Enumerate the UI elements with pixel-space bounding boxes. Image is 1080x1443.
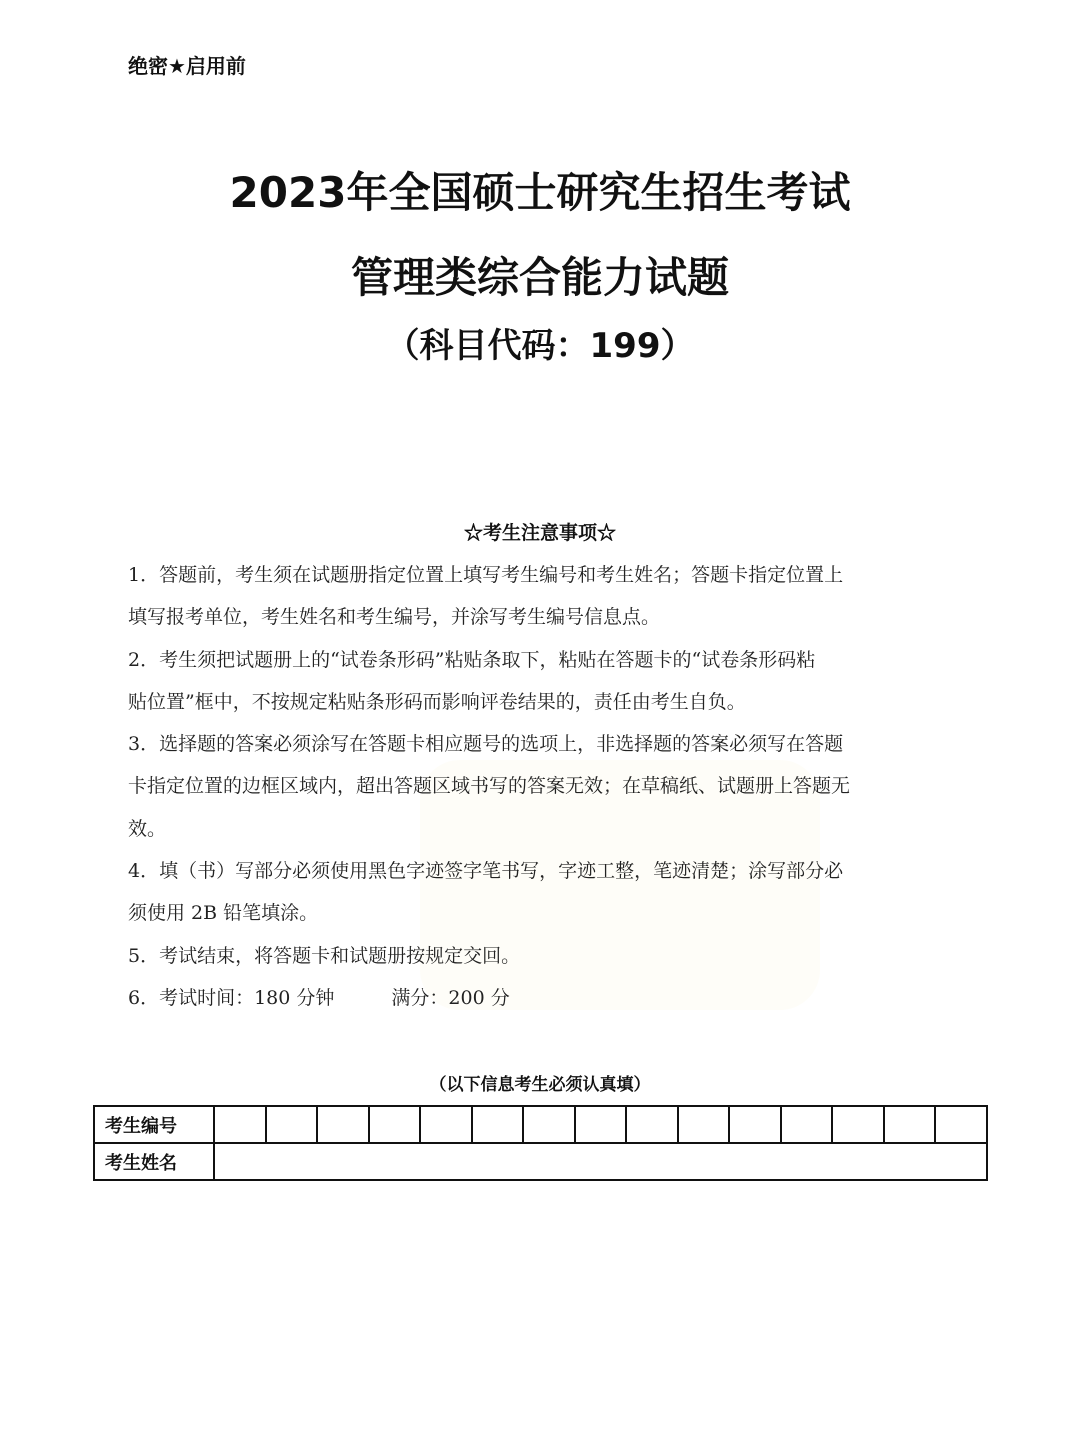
candidate-id-digit-cell[interactable] (523, 1106, 575, 1143)
candidate-id-digit-cell[interactable] (420, 1106, 472, 1143)
candidate-id-row (94, 1106, 987, 1143)
notes-heading: ☆考生注意事项☆ (463, 522, 616, 544)
notes-line: 1．答题前，考生须在试题册指定位置上填写考生编号和考生姓名；答题卡指定位置上 (128, 564, 844, 586)
notes-line: 贴位置”框中，不按规定粘贴条形码而影响评卷结果的，责任由考生自负。 (128, 690, 746, 713)
classification-label: 绝密★启用前 (128, 54, 246, 78)
candidate-id-digit-cell[interactable] (266, 1106, 318, 1143)
notes-line: 填写报考单位，考生姓名和考生编号，并涂写考生编号信息点。 (128, 606, 661, 629)
candidate-id-digit-cell[interactable] (884, 1106, 936, 1143)
candidate-name-label: 考生姓名 (94, 1143, 214, 1180)
notes-line: 5．考试结束，将答题卡和试题册按规定交回。 (128, 944, 521, 967)
candidate-name-row (94, 1143, 987, 1180)
exam-title: 2023年全国硕士研究生招生考试 (229, 168, 851, 217)
candidate-info-table (93, 1105, 988, 1181)
candidate-id-digit-cell[interactable] (781, 1106, 833, 1143)
notes-line: 4．填（书）写部分必须使用黑色字迹签字笔书写，字迹工整，笔迹清楚；涂写部分必 (128, 860, 844, 883)
notes-line: 2．考生须把试题册上的“试卷条形码”粘贴条取下，粘贴在答题卡的“试卷条形码粘 (128, 648, 816, 671)
notes-line: 3．选择题的答案必须涂写在答题卡相应题号的选项上，非选择题的答案必须写在答题 (128, 733, 844, 756)
candidate-id-digit-cell[interactable] (575, 1106, 627, 1143)
notes-line: 效。 (128, 817, 167, 840)
exam-subtitle: 管理类综合能力试题 (350, 253, 729, 302)
subject-code: （科目代码：199） (385, 326, 695, 366)
info-heading: （以下信息考生必须认真填） (429, 1075, 651, 1095)
notes-line: 卡指定位置的边框区域内，超出答题区域书写的答案无效；在草稿纸、试题册上答题无 (128, 775, 851, 798)
candidate-id-digit-cell[interactable] (472, 1106, 524, 1143)
candidate-id-digit-cell[interactable] (832, 1106, 884, 1143)
candidate-id-digit-cell[interactable] (369, 1106, 421, 1143)
candidate-id-digit-cell[interactable] (317, 1106, 369, 1143)
candidate-id-digit-cell[interactable] (214, 1106, 266, 1143)
notes-list (128, 558, 968, 1023)
candidate-id-digit-cell[interactable] (678, 1106, 730, 1143)
notes-line: 须使用 2B 铅笔填涂。 (128, 902, 319, 925)
candidate-id-digit-cell[interactable] (935, 1106, 987, 1143)
candidate-id-label: 考生编号 (94, 1106, 214, 1143)
candidate-name-field[interactable] (214, 1143, 987, 1180)
candidate-id-digit-cell[interactable] (729, 1106, 781, 1143)
candidate-id-digit-cell[interactable] (626, 1106, 678, 1143)
notes-line: 6．考试时间：180 分钟 满分：200 分 (128, 986, 510, 1009)
